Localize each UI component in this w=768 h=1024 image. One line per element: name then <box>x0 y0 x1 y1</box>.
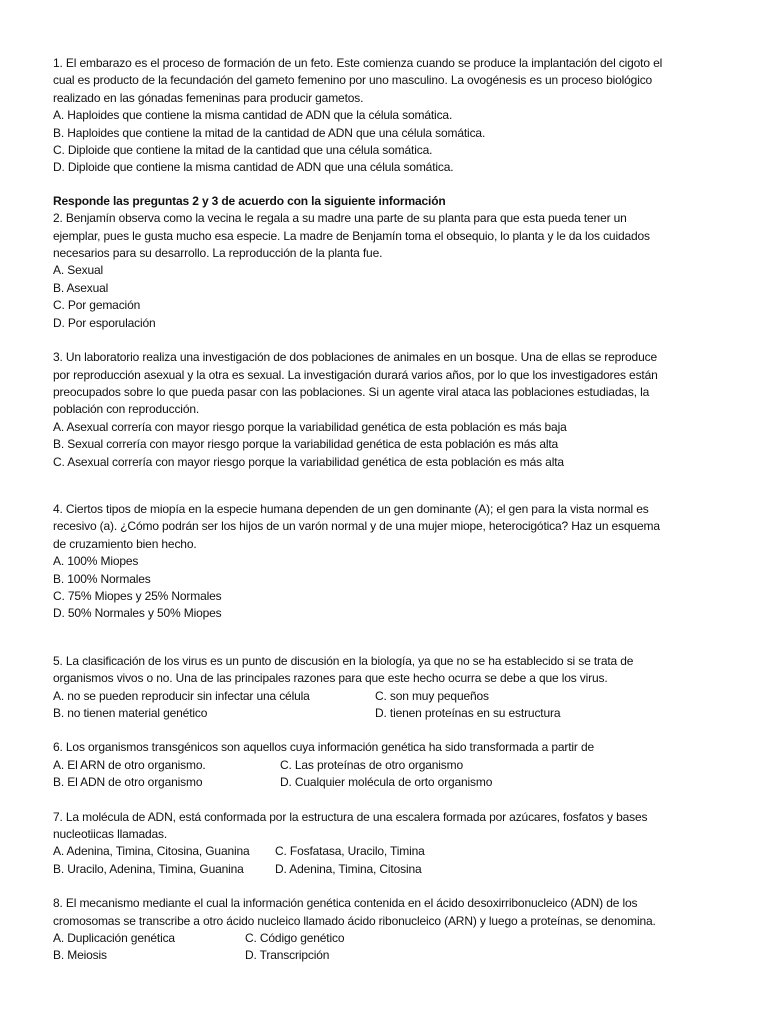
question-2-option-d: D. Por esporulación <box>53 315 156 330</box>
question-3-text: preocupados sobre lo que pueda pasar con las poblaciones. Si un agente viral ataca las poblaciones estudiadas, la <box>53 384 650 399</box>
question-4-text: de cruzamiento bien hecho. <box>53 536 197 551</box>
question-5 <box>53 653 723 723</box>
question-7-option-b: B. Uracilo, Adenina, Timina, Guanina <box>53 861 244 876</box>
question-5-option-d: D. tienen proteínas en su estructura <box>375 706 561 720</box>
question-8-options-row <box>53 930 723 947</box>
question-2-option-c: C. Por gemación <box>53 298 141 313</box>
question-1-option-b: B. Haploides que contiene la mitad de la cantidad de ADN que una célula somática. <box>53 125 486 140</box>
question-2-option-b: B. Asexual <box>53 280 109 295</box>
question-4-option-a: A. 100% Miopes <box>53 554 139 569</box>
question-5-options-row <box>53 705 723 722</box>
exam-page <box>53 55 723 965</box>
question-2-text: ejemplar, pues le gusta mucho esa especie. La madre de Benjamín toma el obsequio, lo planta y le da los cuidados <box>53 228 650 243</box>
question-8-option-a: A. Duplicación genética <box>53 931 175 946</box>
question-8 <box>53 895 723 965</box>
question-8-text: cromosomas se transcribe a otro ácido nucleico llamado ácido ribonucleico (ARN) y luego a proteínas, se denomina. <box>53 913 656 928</box>
question-8-option-b: B. Meiosis <box>53 948 107 963</box>
question-2 <box>53 210 723 332</box>
question-6-option-d: D. Cualquier molécula de orto organismo <box>280 775 493 790</box>
question-3-text: 3. Un laboratorio realiza una investigación de dos poblaciones de animales en un bosque. Una de ellas se reproduce <box>53 350 657 365</box>
question-6-options-row <box>53 774 723 791</box>
question-4-option-b: B. 100% Normales <box>53 571 151 586</box>
question-5-option-c: C. son muy pequeños <box>375 688 489 703</box>
question-8-option-d: D. Transcripción <box>245 948 330 963</box>
question-5-text: 5. La clasificación de los virus es un punto de discusión en la biología, ya que no se ha establecido si se trata de <box>53 653 634 668</box>
question-3-option-b: B. Sexual correría con mayor riesgo porque la variabilidad genética de esta población es más alta <box>53 437 559 452</box>
question-4 <box>53 501 723 623</box>
question-7-option-a: A. Adenina, Timina, Citosina, Guanina <box>53 844 250 859</box>
question-2-option-a: A. Sexual <box>53 263 104 278</box>
question-1-option-d: D. Diploide que contiene la misma cantidad de ADN que una célula somática. <box>53 160 454 175</box>
question-1-text: 1. El embarazo es el proceso de formación de un feto. Este comienza cuando se produce la implantación del cigoto el <box>53 56 663 70</box>
question-4-text: 4. Ciertos tipos de miopía en la especie humana dependen de un gen dominante (A); el gen para la vista normal es <box>53 501 649 516</box>
question-1-text: cual es producto de la fecundación del gameto femenino por uno masculino. La ovogénesis es un proceso biológico <box>53 73 653 88</box>
question-7-options-row <box>53 843 723 860</box>
question-4-option-c: C. 75% Miopes y 25% Normales <box>53 588 222 603</box>
question-3 <box>53 349 723 471</box>
question-7-option-d: D. Adenina, Timina, Citosina <box>275 861 422 876</box>
question-4-option-d: D. 50% Normales y 50% Miopes <box>53 606 222 621</box>
question-5-text: organismos vivos o no. Una de las principales razones para que este hecho ocurra se debe a que los virus. <box>53 671 608 686</box>
question-6-text: 6. Los organismos transgénicos son aquellos cuya información genética ha sido transformada a partir de <box>53 740 595 755</box>
question-1-option-a: A. Haploides que contiene la misma cantidad de ADN que la célula somática. <box>53 108 453 123</box>
question-1-option-c: C. Diploide que contiene la mitad de la cantidad que una célula somática. <box>53 143 433 158</box>
question-6-options-row <box>53 757 723 774</box>
question-3-option-c: C. Asexual correría con mayor riesgo porque la variabilidad genética de esta población es más alta <box>53 454 564 469</box>
question-4-text: recesivo (a). ¿Cómo podrán ser los hijos de un varón normal y de una mujer miope, heterocigótica? Haz un esquema <box>53 519 660 534</box>
question-7 <box>53 809 723 879</box>
question-6-option-c: C. Las proteínas de otro organismo <box>280 757 464 772</box>
question-5-option-a: A. no se pueden reproducir sin infectar una célula <box>53 688 310 703</box>
question-3-text: población con reproducción. <box>53 402 200 417</box>
question-3-text: por reproducción asexual y la otra es sexual. La investigación durará varios años, por lo que los investigadores están <box>53 367 658 382</box>
question-7-options-row <box>53 861 723 878</box>
question-8-text: 8. El mecanismo mediante el cual la información genética contenida en el ácido desoxirribonucleico (ADN) de los <box>53 896 638 911</box>
question-5-options-row <box>53 688 723 705</box>
question-2-text: 2. Benjamín observa como la vecina le regala a su madre una parte de su planta para que esta pueda tener un <box>53 211 627 226</box>
question-7-text: 7. La molécula de ADN, está conformada por la estructura de una escalera formada por azúcares, fosfatos y bases <box>53 809 648 824</box>
question-1 <box>53 55 723 177</box>
question-8-option-c: C. Código genético <box>245 931 345 946</box>
question-6-option-b: B. El ADN de otro organismo <box>53 775 203 790</box>
question-2-text: necesarios para su desarrollo. La reproducción de la planta fue. <box>53 246 383 261</box>
question-1-text: realizado en las gónadas femeninas para producir gametos. <box>53 90 364 105</box>
question-7-option-c: C. Fosfatasa, Uracilo, Timina <box>275 844 425 859</box>
question-3-option-a: A. Asexual correría con mayor riesgo porque la variabilidad genética de esta población es más baja <box>53 419 567 434</box>
question-5-option-b: B. no tienen material genético <box>53 706 208 720</box>
question-6 <box>53 739 723 791</box>
question-6-option-a: A. El ARN de otro organismo. <box>53 757 206 772</box>
question-8-options-row <box>53 947 723 964</box>
instruction-heading: Responde las preguntas 2 y 3 de acuerdo con la siguiente información <box>53 193 446 208</box>
question-7-text: nucleotiicas llamadas. <box>53 827 168 842</box>
